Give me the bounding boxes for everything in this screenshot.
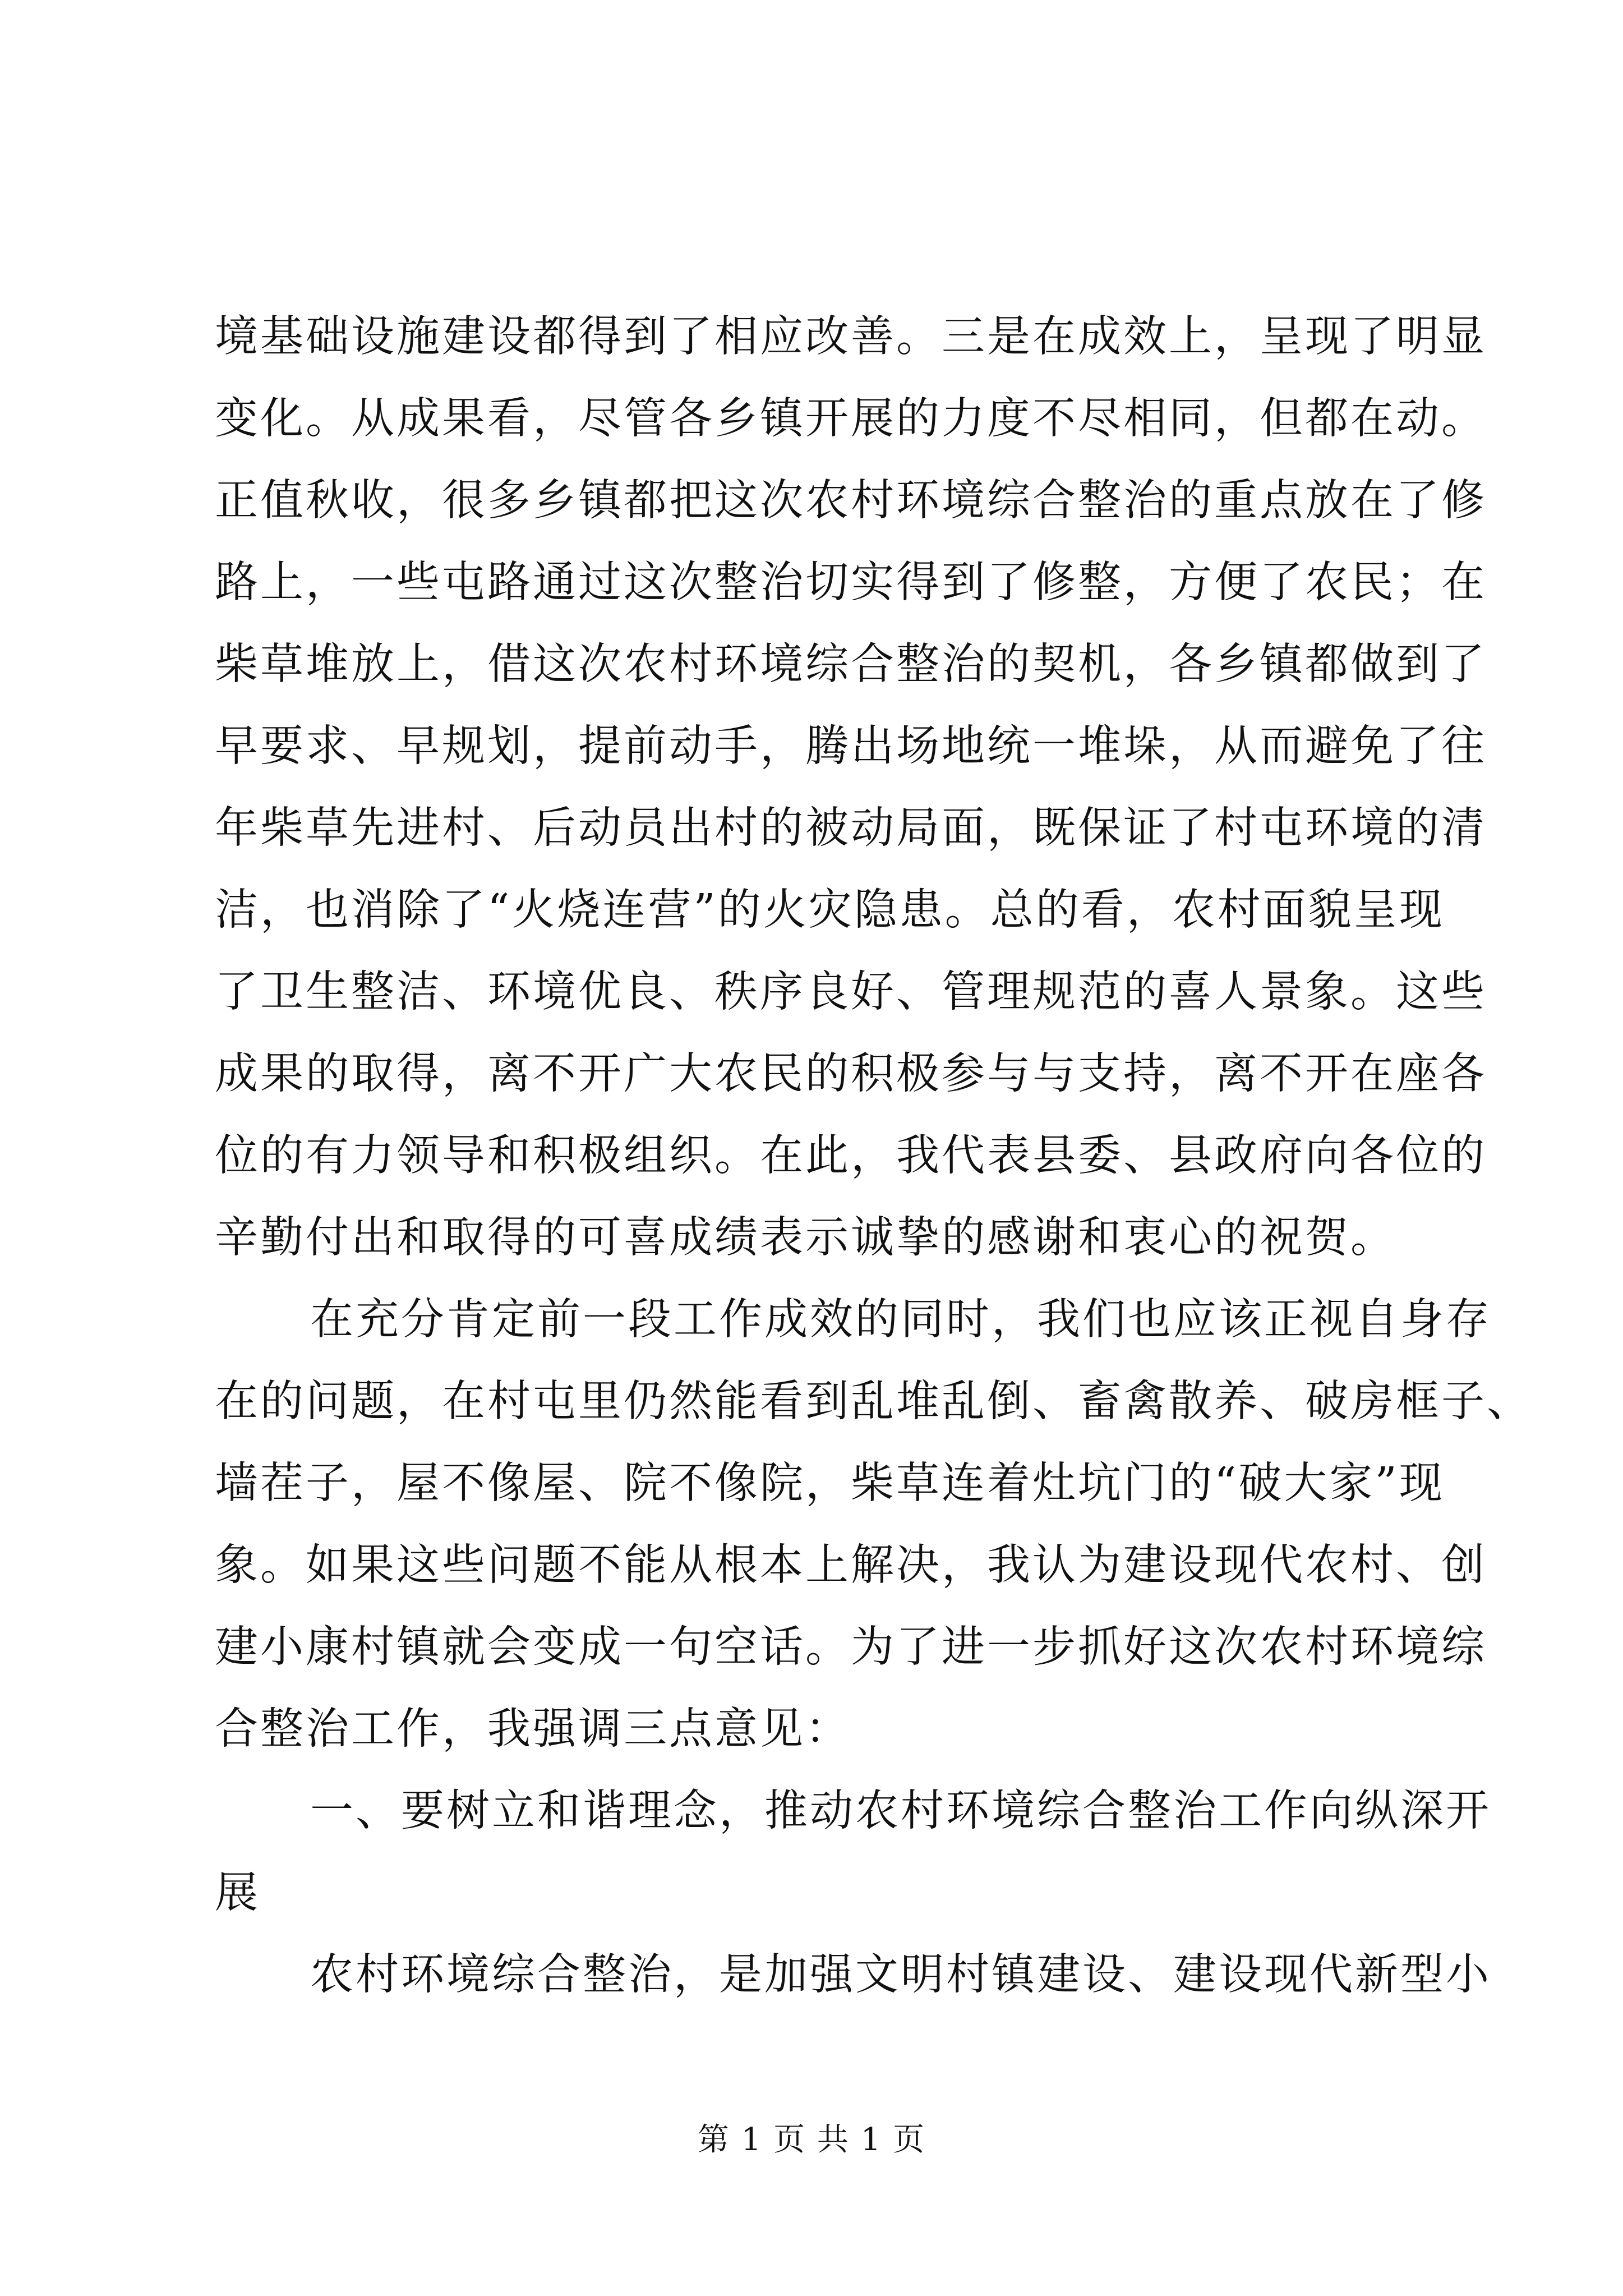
- text-line: 变化。从成果看，尽管各乡镇开展的力度不尽相同，但都在动。: [215, 394, 1487, 444]
- paragraph-start-line: 农村环境综合整治，是加强文明村镇建设、建设现代新型小: [310, 1950, 1491, 2000]
- text-line: 境基础设施建设都得到了相应改善。三是在成效上，呈现了明显: [215, 312, 1487, 362]
- text-line: 路上，一些屯路通过这次整治切实得到了修整，方便了农民；在: [215, 558, 1487, 608]
- text-line: 建小康村镇就会变成一句空话。为了进一步抓好这次农村环境综: [215, 1622, 1487, 1672]
- section-heading-line: 一、要树立和谐理念，推动农村环境综合整治工作向纵深开: [310, 1786, 1491, 1836]
- text-line: 年柴草先进村、后动员出村的被动局面，既保证了村屯环境的清: [215, 803, 1487, 853]
- text-line: 合整治工作，我强调三点意见：: [215, 1704, 851, 1754]
- text-line: 洁，也消除了“火烧连营”的火灾隐患。总的看，农村面貌呈现: [215, 885, 1445, 935]
- text-line: 了卫生整洁、环境优良、秩序良好、管理规范的喜人景象。这些: [215, 967, 1487, 1017]
- page-footer: 第 1 页 共 1 页: [697, 2122, 926, 2158]
- text-line: 象。如果这些问题不能从根本上解决，我认为建设现代农村、创: [215, 1540, 1487, 1590]
- text-line: 正值秋收，很多乡镇都把这次农村环境综合整治的重点放在了修: [215, 476, 1487, 526]
- paragraph-start-line: 在充分肯定前一段工作成效的同时，我们也应该正视自身存: [310, 1295, 1491, 1345]
- body-text: [215, 296, 1532, 2016]
- text-line: 早要求、早规划，提前动手，腾出场地统一堆垛，从而避免了往: [215, 721, 1487, 771]
- text-line: 辛勤付出和取得的可喜成绩表示诚挚的感谢和衷心的祝贺。: [215, 1213, 1396, 1263]
- text-line: 在的问题，在村屯里仍然能看到乱堆乱倒、畜禽散养、破房框子、: [215, 1377, 1532, 1427]
- section-heading-line: 展: [215, 1868, 260, 1918]
- text-line: 位的有力领导和积极组织。在此，我代表县委、县政府向各位的: [215, 1131, 1487, 1181]
- text-line: 墙茬子，屋不像屋、院不像院，柴草连着灶坑门的“破大家”现: [215, 1458, 1445, 1508]
- text-line: 柴草堆放上，借这次农村环境综合整治的契机，各乡镇都做到了: [215, 639, 1487, 689]
- text-line: 成果的取得，离不开广大农民的积极参与与支持，离不开在座各: [215, 1049, 1487, 1099]
